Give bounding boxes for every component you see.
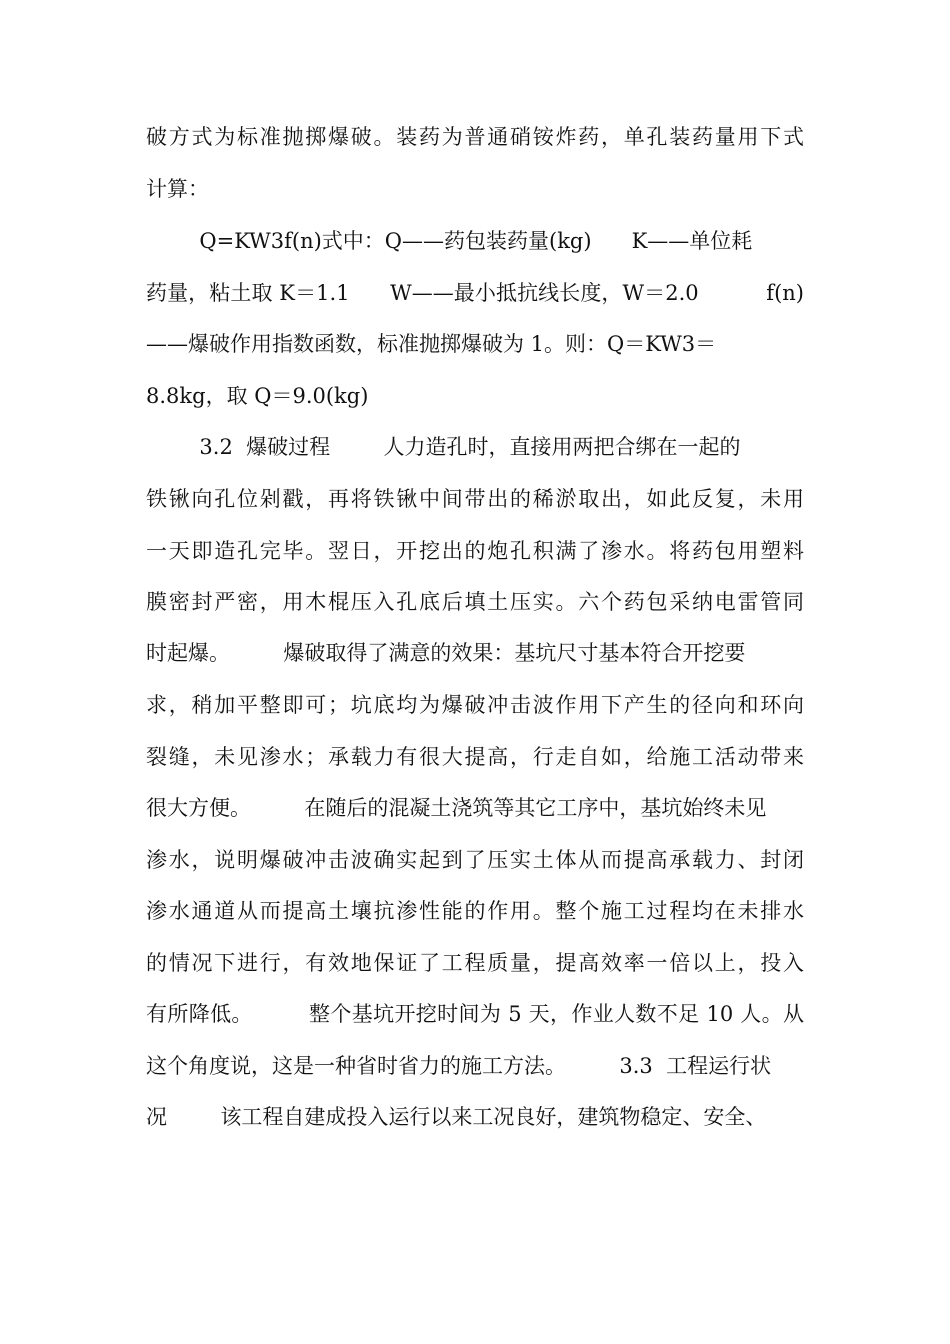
- section-heading-line: 3.2 爆破过程 人力造孔时，直接用两把合绑在一起的: [146, 435, 741, 459]
- body-text-line: 裂缝，未见渗水；承载力有很大提高，行走自如，给施工活动带来: [146, 745, 804, 769]
- section-heading-line: 这个角度说，这是一种省时省力的施工方法。 3.3 工程运行状: [146, 1054, 772, 1078]
- body-text-line: 的情况下进行，有效地保证了工程质量，提高效率一倍以上，投入: [146, 951, 804, 975]
- body-text-line: 有所降低。 整个基坑开挖时间为 5 天，作业人数不足 10 人。从: [146, 1002, 804, 1026]
- body-text-line: 况 该工程自建成投入运行以来工况良好，建筑物稳定、安全、: [146, 1105, 767, 1129]
- body-text-line: 计算：: [146, 177, 209, 201]
- body-text-line: 一天即造孔完毕。翌日，开挖出的炮孔积满了渗水。将药包用塑料: [146, 539, 804, 563]
- body-text-line: 渗水通道从而提高土壤抗渗性能的作用。整个施工过程均在未排水: [146, 899, 804, 923]
- body-text-line: ——爆破作用指数函数，标准抛掷爆破为 1。则：Q＝KW3＝: [146, 332, 717, 356]
- body-text-line: 求，稍加平整即可；坑底均为爆破冲击波作用下产生的径向和环向: [146, 693, 804, 717]
- body-text-line: 膜密封严密，用木棍压入孔底后填土压实。六个药包采纳电雷管同: [146, 590, 804, 614]
- body-text-line: 渗水，说明爆破冲击波确实起到了压实土体从而提高承载力、封闭: [146, 848, 804, 872]
- body-text-line: 铁锹向孔位剁戳，再将铁锹中间带出的稀淤取出，如此反复，未用: [146, 487, 804, 511]
- body-text-line: 破方式为标准抛掷爆破。装药为普通硝铵炸药，单孔装药量用下式: [146, 125, 804, 149]
- body-text-line: 药量，粘土取 K＝1.1 W——最小抵抗线长度，W＝2.0 f(n): [146, 281, 804, 305]
- body-text-line: 很大方便。 在随后的混凝土浇筑等其它工序中，基坑始终未见: [146, 796, 767, 820]
- body-text-line: 时起爆。 爆破取得了满意的效果：基坑尺寸基本符合开挖要: [146, 641, 746, 665]
- body-text-line: Q=KW3f(n)式中：Q——药包装药量(kg) K——单位耗: [146, 229, 753, 253]
- body-text-line: 8.8kg，取 Q＝9.0(kg): [146, 384, 369, 408]
